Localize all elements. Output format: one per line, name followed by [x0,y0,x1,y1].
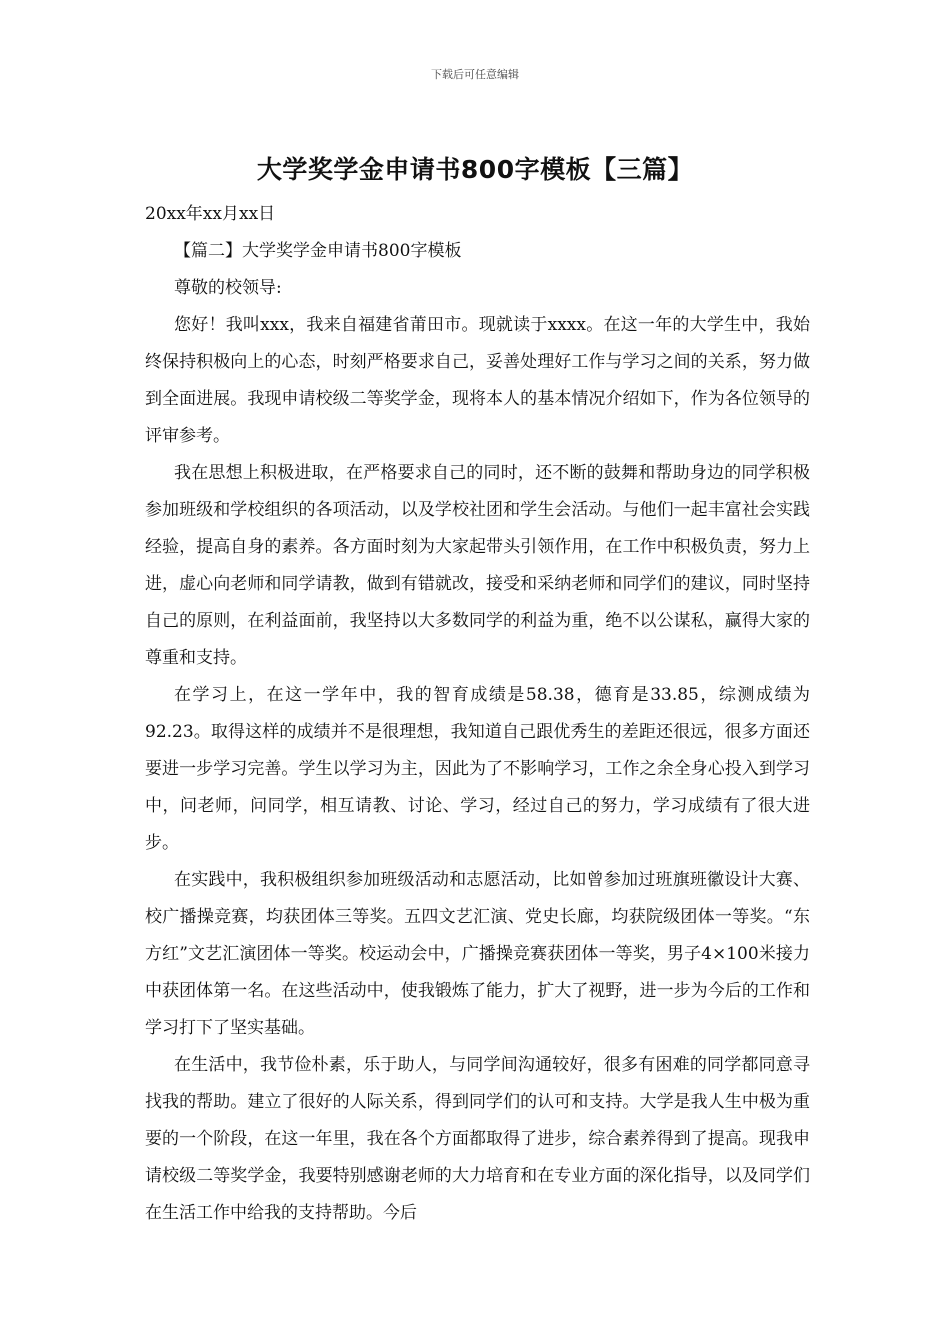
document-date: 20xx年xx月xx日 [145,204,276,224]
salutation: 尊敬的校领导: [174,278,282,298]
page-header-note: 下载后可任意编辑 [431,68,519,81]
paragraph: 在实践中，我积极组织参加班级活动和志愿活动，比如曾参加过班旗班徽设计大赛、校广播操竞赛，均获团体三等奖。五四文艺汇演、党史长廊，均获院级团体一等奖。“东方红”文艺汇演团体一等奖。校运动会中，广播操竞赛获团体一等奖，男子4×100米接力中获团体第一名。在这些活动中，使我锻炼了能力，扩大了视野，进一步为今后的工作和学习打下了坚实基础。 [145,870,810,1038]
section-heading: 【篇二】大学奖学金申请书800字模板 [174,241,462,261]
paragraph: 在生活中，我节俭朴素，乐于助人，与同学间沟通较好，很多有困难的同学都同意寻找我的帮助。建立了很好的人际关系，得到同学们的认可和支持。大学是我人生中极为重要的一个阶段，在这一年里，我在各个方面都取得了进步，综合素养得到了提高。现我申请校级二等奖学金，我要特别感谢老师的大力培育和在专业方面的深化指导，以及同学们在生活工作中给我的支持帮助。今后 [145,1055,810,1223]
paragraph: 我在思想上积极进取，在严格要求自己的同时，还不断的鼓舞和帮助身边的同学积极参加班级和学校组织的各项活动，以及学校社团和学生会活动。与他们一起丰富社会实践经验，提高自身的素养。各方面时刻为大家起带头引领作用，在工作中积极负责，努力上进，虚心向老师和同学请教，做到有错就改，接受和采纳老师和同学们的建议，同时坚持自己的原则，在利益面前，我坚持以大多数同学的利益为重，绝不以公谋私，赢得大家的尊重和支持。 [145,463,810,668]
paragraph: 在学习上，在这一学年中，我的智育成绩是58.38，德育是33.85，综测成绩为92.23。取得这样的成绩并不是很理想，我知道自己跟优秀生的差距还很远，很多方面还要进一步学习完善。学生以学习为主，因此为了不影响学习，工作之余全身心投入到学习中，问老师，问同学，相互请教、讨论、学习，经过自己的努力，学习成绩有了很大进步。 [145,685,810,853]
document-title: 大学奖学金申请书800字模板【三篇】 [256,155,694,184]
document-body [145,196,810,1232]
paragraph: 您好！我叫xxx，我来自福建省莆田市。现就读于xxxx。在这一年的大学生中，我始终保持积极向上的心态，时刻严格要求自己，妥善处理好工作与学习之间的关系，努力做到全面进展。我现申请校级二等奖学金，现将本人的基本情况介绍如下，作为各位领导的评审参考。 [145,315,810,446]
